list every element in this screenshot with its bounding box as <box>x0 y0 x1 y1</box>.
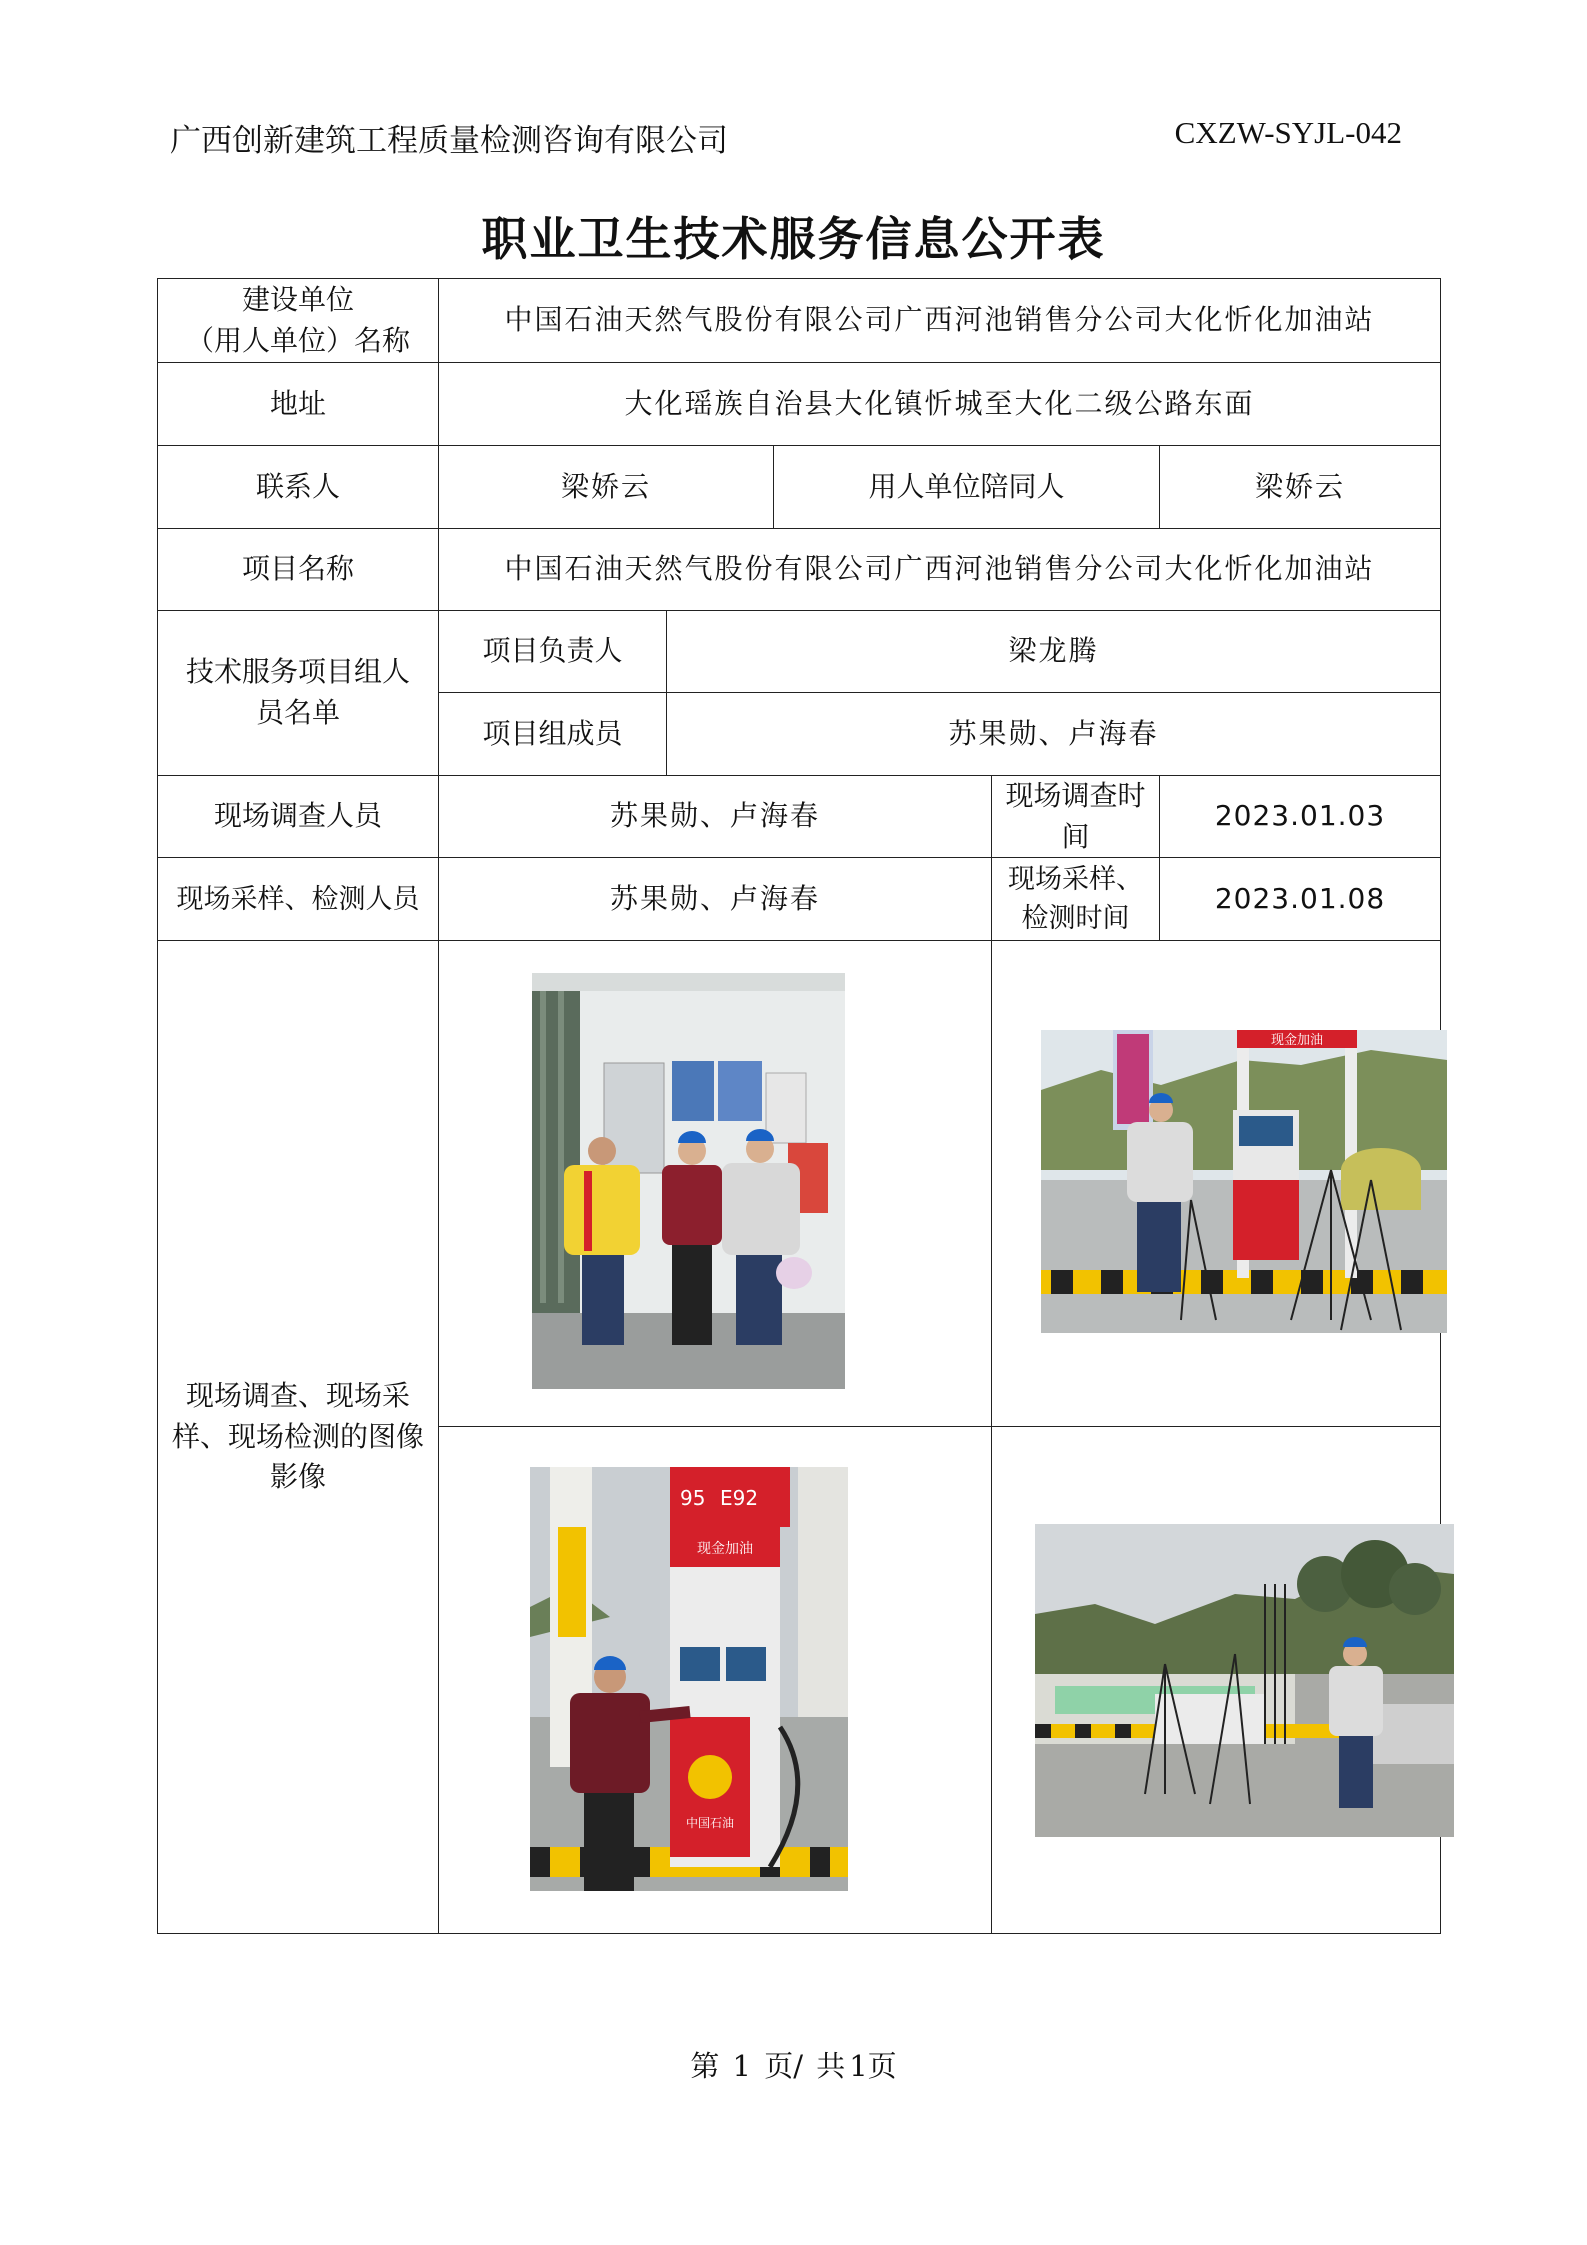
table-row <box>158 446 1441 529</box>
table-row <box>158 611 1441 693</box>
photo-cell-4 <box>992 1427 1441 1934</box>
photo-cell-1 <box>439 941 992 1427</box>
sampling-time-value: 2023.01.08 <box>1160 858 1441 941</box>
table-row <box>158 529 1441 611</box>
unit-value: 中国石油天然气股份有限公司广西河池销售分公司大化忻化加油站 <box>439 279 1441 363</box>
escort-label: 用人单位陪同人 <box>774 446 1160 529</box>
images-label: 现场调查、现场采样、现场检测的图像影像 <box>158 941 439 1934</box>
team-label: 技术服务项目组人员名单 <box>158 611 439 776</box>
photo-fuel-dispenser <box>1041 1030 1447 1333</box>
page-title: 职业卫生技术服务信息公开表 <box>481 212 1106 266</box>
photo-row <box>158 941 1441 1427</box>
page-footer <box>0 2044 1587 2085</box>
document-code: CXZW-SYJL-042 <box>1174 115 1402 150</box>
address-value: 大化瑶族自治县大化镇忻城至大化二级公路东面 <box>439 363 1441 446</box>
info-table <box>157 278 1441 1934</box>
dispenser-banner-text: 现金加油 <box>697 1541 753 1558</box>
sampling-staff-value: 苏果勋、卢海春 <box>439 858 992 941</box>
total-prefix: 共 <box>816 2049 846 2083</box>
members-value: 苏果勋、卢海春 <box>667 693 1441 776</box>
fuel-grade-e92: E92 <box>720 1486 759 1511</box>
page-mid: 页/ <box>764 2049 803 2083</box>
company-name: 广西创新建筑工程质量检测咨询有限公司 <box>170 123 728 159</box>
table-row <box>158 363 1441 446</box>
brand-text: 中国石油 <box>685 1816 735 1831</box>
members-label: 项目组成员 <box>439 693 667 776</box>
photo-tank-area <box>1035 1524 1454 1837</box>
leader-label: 项目负责人 <box>439 611 667 693</box>
contact-label: 联系人 <box>158 446 439 529</box>
unit-label-line1: 建设单位 <box>241 282 354 316</box>
survey-staff-value: 苏果勋、卢海春 <box>439 776 992 858</box>
photo-dispenser-measure <box>530 1467 848 1891</box>
sampling-time-label: 现场采样、检测时间 <box>992 858 1160 941</box>
photo-office-wall <box>532 973 845 1389</box>
survey-time-value: 2023.01.03 <box>1160 776 1441 858</box>
page-number: 1 <box>732 2049 751 2083</box>
photo-cell-2 <box>992 941 1441 1427</box>
sampling-staff-label: 现场采样、检测人员 <box>158 858 439 941</box>
table-row <box>158 858 1441 941</box>
unit-label <box>158 279 439 363</box>
dispenser-banner-text: 现金加油 <box>1270 1033 1324 1049</box>
survey-staff-label: 现场调查人员 <box>158 776 439 858</box>
photo-cell-3 <box>439 1427 992 1934</box>
project-label: 项目名称 <box>158 529 439 611</box>
table-row <box>158 279 1441 363</box>
address-label: 地址 <box>158 363 439 446</box>
table-row <box>158 776 1441 858</box>
page-prefix: 第 <box>690 2049 720 2083</box>
fuel-grade-95: 95 <box>680 1486 706 1511</box>
contact-value: 梁娇云 <box>439 446 774 529</box>
page-total: 1页 <box>849 2049 897 2083</box>
survey-time-label: 现场调查时间 <box>992 776 1160 858</box>
leader-value: 梁龙腾 <box>667 611 1441 693</box>
unit-label-line2: （用人单位）名称 <box>185 323 410 357</box>
escort-value: 梁娇云 <box>1160 446 1441 529</box>
project-value: 中国石油天然气股份有限公司广西河池销售分公司大化忻化加油站 <box>439 529 1441 611</box>
